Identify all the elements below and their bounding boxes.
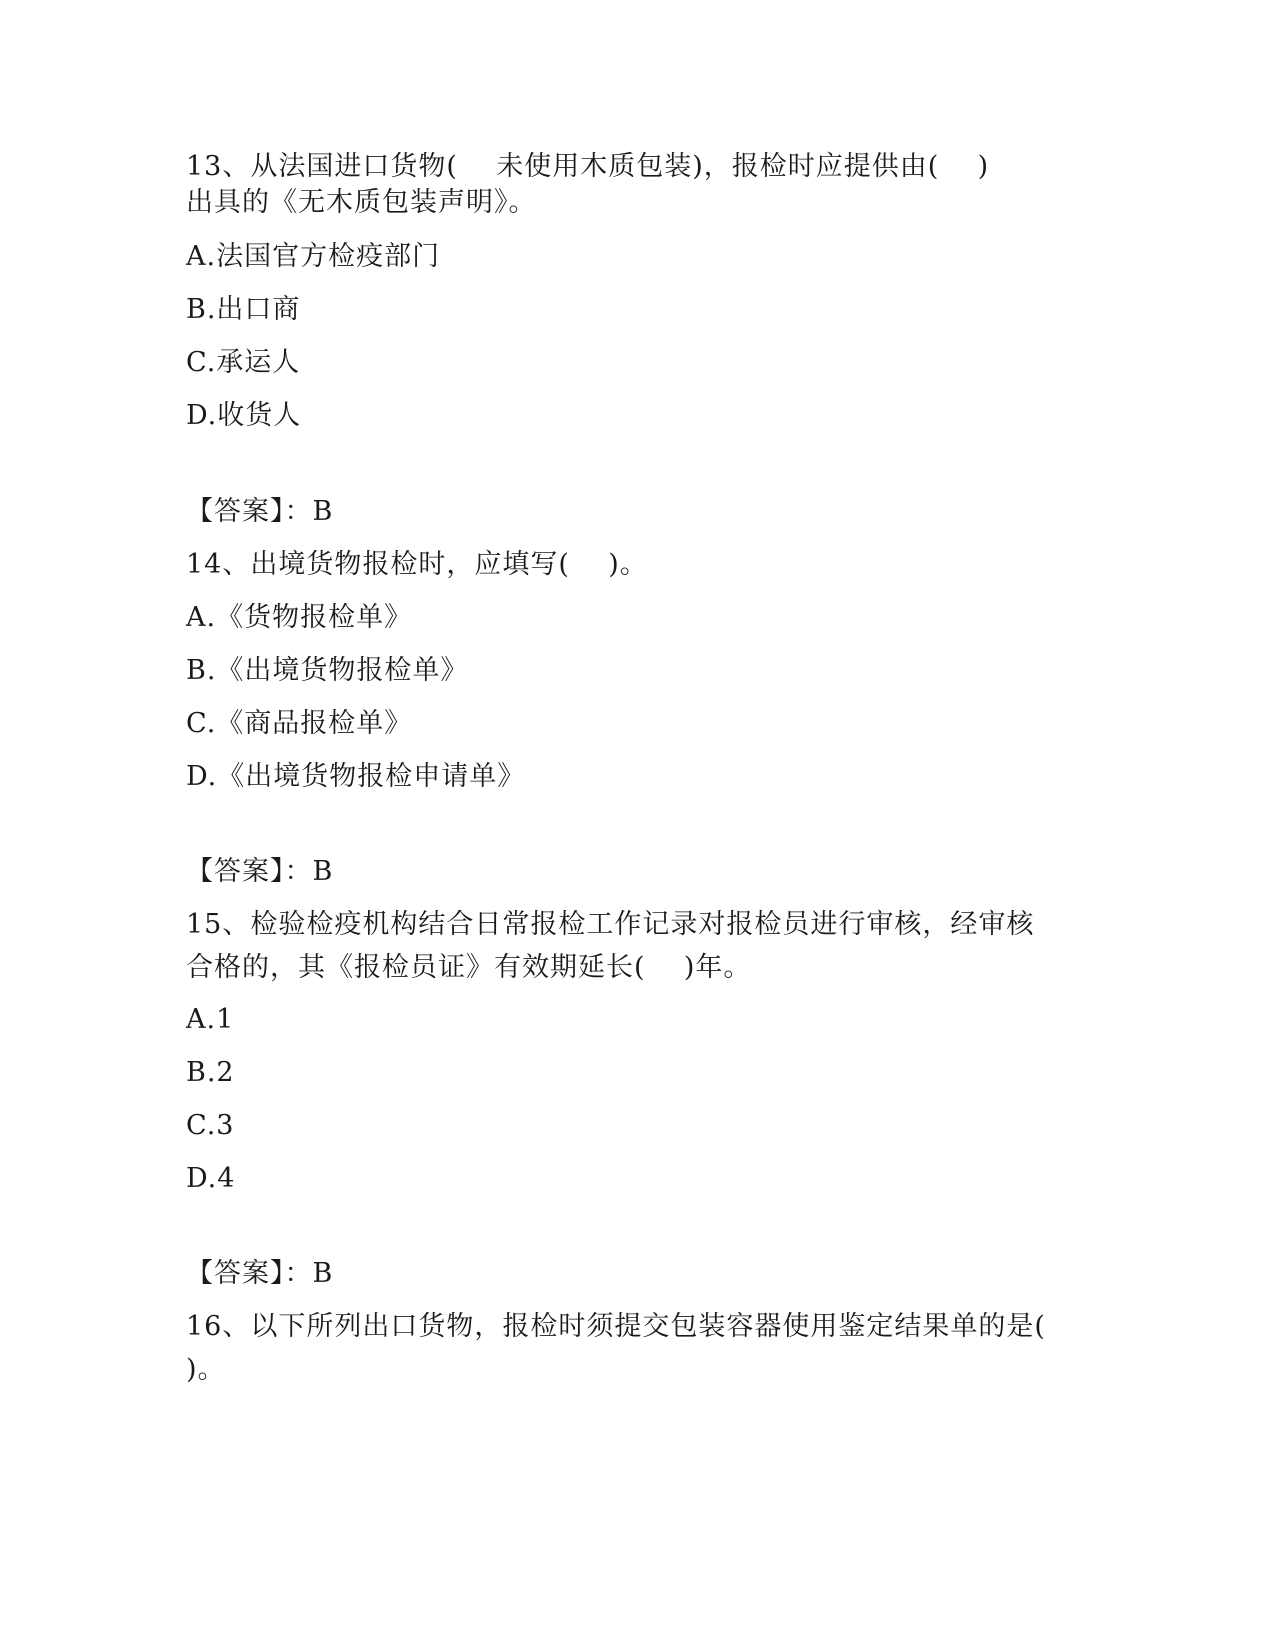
question-13-stem-line-1: 13、从法国进口货物( 未使用木质包装)，报检时应提供由( )	[186, 151, 990, 182]
question-15-option-b: B.2	[186, 1057, 235, 1088]
question-14-option-b: B.《出境货物报检单》	[186, 655, 469, 686]
question-15-stem-line-1: 15、检验检疫机构结合日常报检工作记录对报检员进行审核，经审核	[186, 909, 1035, 940]
question-15-option-a: A.1	[186, 1004, 235, 1035]
question-16-stem-line-2: )。	[186, 1354, 226, 1385]
question-14-option-d: D.《出境货物报检申请单》	[186, 761, 526, 792]
question-14-option-c: C.《商品报检单》	[186, 708, 413, 739]
question-14-stem-line-1: 14、出境货物报检时，应填写( )。	[186, 549, 648, 580]
question-13-option-d: D.收货人	[186, 400, 302, 431]
question-15-stem-line-2: 合格的，其《报检员证》有效期延长( )年。	[186, 952, 752, 983]
question-15-option-d: D.4	[186, 1163, 236, 1194]
question-15-answer: 【答案】：B	[186, 1258, 334, 1289]
question-13-option-b: B.出口商	[186, 294, 301, 325]
question-13-option-c: C.承运人	[186, 347, 301, 378]
question-16-stem-line-1: 16、以下所列出口货物，报检时须提交包装容器使用鉴定结果单的是(	[186, 1311, 1046, 1342]
question-15-option-c: C.3	[186, 1110, 235, 1141]
question-13-stem-line-2: 出具的《无木质包装声明》。	[186, 187, 537, 218]
question-14-option-a: A.《货物报检单》	[186, 602, 413, 633]
question-13-answer: 【答案】：B	[186, 496, 334, 527]
question-13-option-a: A.法国官方检疫部门	[186, 241, 441, 272]
question-14-answer: 【答案】：B	[186, 856, 334, 887]
